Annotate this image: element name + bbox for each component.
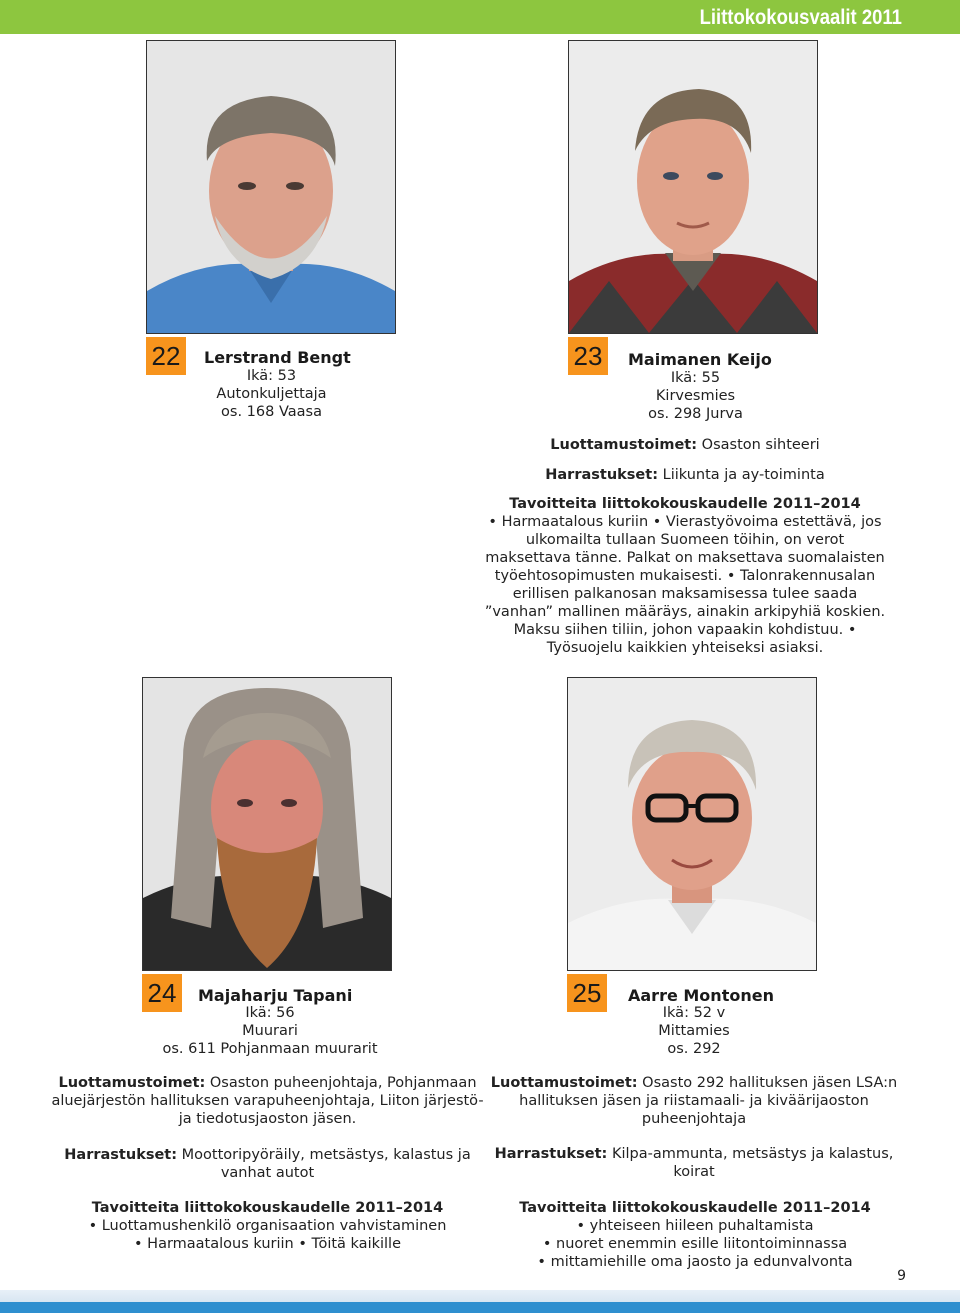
candidate-24-info bbox=[150, 1004, 390, 1058]
goals-title: Tavoitteita liittokokouskaudelle 2011–2014 bbox=[91, 1200, 444, 1216]
candidate-24-goals bbox=[40, 1199, 495, 1253]
trust-label: Luottamustoimet: bbox=[490, 1075, 638, 1091]
goals-item-1: • Luottamushenkilö organisaation vahvistaminen bbox=[88, 1218, 447, 1234]
footer-stripe bbox=[0, 1302, 960, 1313]
trust-label: Luottamustoimet: bbox=[550, 437, 698, 453]
candidate-24-name: Majaharju Tapani bbox=[198, 986, 353, 1005]
candidate-25-occupation: Mittamies bbox=[658, 1023, 730, 1039]
candidate-23-info bbox=[628, 369, 763, 423]
candidate-23-number: 23 bbox=[568, 337, 608, 375]
candidate-23-name: Maimanen Keijo bbox=[628, 350, 772, 369]
candidate-22-name: Lerstrand Bengt bbox=[204, 348, 351, 367]
candidate-22-age: Ikä: 53 bbox=[246, 368, 297, 384]
trust-text: Osaston sihteeri bbox=[697, 437, 820, 453]
candidate-23-goals bbox=[482, 495, 888, 657]
candidate-22-photo bbox=[146, 40, 396, 334]
candidate-25-photo bbox=[567, 677, 817, 971]
goals-text: • Harmaatalous kuriin • Vierastyövoima estettävä, jos ulkomailta tullaan Suomeen töihin, on verot maksettava tänne. Palkat on maksettava suomalaisten työehtosopimusten mukaisesti. • Talonrakennusalan erillisen palkanosan maksamisessa tulee saada ”vanhan” mallinen määräys, ainakin arkipyhiä koskien. Maksu siihen tiliin, johon vapaakin kohdistuu. • Työsuojelu kaikkien yhteiseksi asiaksi. bbox=[484, 514, 886, 656]
candidate-23-branch: os. 298 Jurva bbox=[648, 406, 743, 422]
candidate-24-number: 24 bbox=[142, 974, 182, 1012]
goals-item-1: • yhteiseen hiileen puhaltamista bbox=[576, 1218, 814, 1234]
candidate-24-trust bbox=[50, 1074, 485, 1128]
trust-label: Luottamustoimet: bbox=[58, 1075, 206, 1091]
candidate-25-number: 25 bbox=[567, 974, 607, 1012]
hobbies-label: Harrastukset: bbox=[494, 1146, 608, 1162]
page-header-title: Liittokokousvaalit 2011 bbox=[699, 6, 902, 29]
candidate-25-age: Ikä: 52 v bbox=[662, 1005, 726, 1021]
hobbies-text: Liikunta ja ay-toiminta bbox=[658, 467, 825, 483]
goals-title: Tavoitteita liittokokouskaudelle 2011–2014 bbox=[509, 496, 861, 512]
candidate-24-branch: os. 611 Pohjanmaan muurarit bbox=[162, 1041, 378, 1057]
candidate-25-trust bbox=[488, 1074, 900, 1128]
candidate-23-occupation: Kirvesmies bbox=[655, 388, 736, 404]
candidate-25-branch: os. 292 bbox=[667, 1041, 721, 1057]
candidate-23-hobbies bbox=[480, 466, 890, 484]
goals-item-3: • mittamiehille oma jaosto ja edunvalvonta bbox=[537, 1254, 853, 1270]
page-number: 9 bbox=[897, 1268, 906, 1284]
goals-title: Tavoitteita liittokokouskaudelle 2011–2014 bbox=[519, 1200, 871, 1216]
hobbies-label: Harrastukset: bbox=[64, 1147, 178, 1163]
hobbies-text: Moottoripyöräily, metsästys, kalastus ja vanhat autot bbox=[177, 1147, 471, 1181]
hobbies-text: Kilpa-ammunta, metsästys ja kalastus, koirat bbox=[607, 1146, 894, 1180]
candidate-22-number: 22 bbox=[146, 337, 186, 375]
candidate-23-photo bbox=[568, 40, 818, 334]
candidate-22-occupation: Autonkuljettaja bbox=[216, 386, 327, 402]
candidate-24-photo bbox=[142, 677, 392, 971]
goals-item-2: • nuoret enemmin esille liitontoiminnassa bbox=[542, 1236, 848, 1252]
trust-text: Osasto 292 hallituksen jäsen LSA:n hallituksen jäsen ja riistamaali- ja kiväärijaoston puheenjohtaja bbox=[519, 1075, 898, 1127]
candidate-25-hobbies bbox=[488, 1145, 900, 1181]
trust-text: Osaston puheenjohtaja, Pohjanmaan aluejärjestön hallituksen varapuheenjohtaja, Liiton järjestö- ja tiedotusjaoston jäsen. bbox=[51, 1075, 484, 1127]
goals-item-2: • Harmaatalous kuriin • Töitä kaikille bbox=[134, 1236, 401, 1252]
candidate-24-hobbies bbox=[60, 1146, 475, 1182]
candidate-24-occupation: Muurari bbox=[242, 1023, 298, 1039]
candidate-25-goals bbox=[480, 1199, 910, 1271]
candidate-25-info bbox=[628, 1004, 760, 1058]
candidate-23-age: Ikä: 55 bbox=[670, 370, 721, 386]
candidate-23-trust bbox=[480, 436, 890, 454]
candidate-22-info bbox=[204, 367, 339, 421]
candidate-24-age: Ikä: 56 bbox=[245, 1005, 295, 1021]
candidate-25-name: Aarre Montonen bbox=[628, 986, 774, 1005]
candidate-22-branch: os. 168 Vaasa bbox=[221, 404, 322, 420]
hobbies-label: Harrastukset: bbox=[545, 467, 658, 483]
